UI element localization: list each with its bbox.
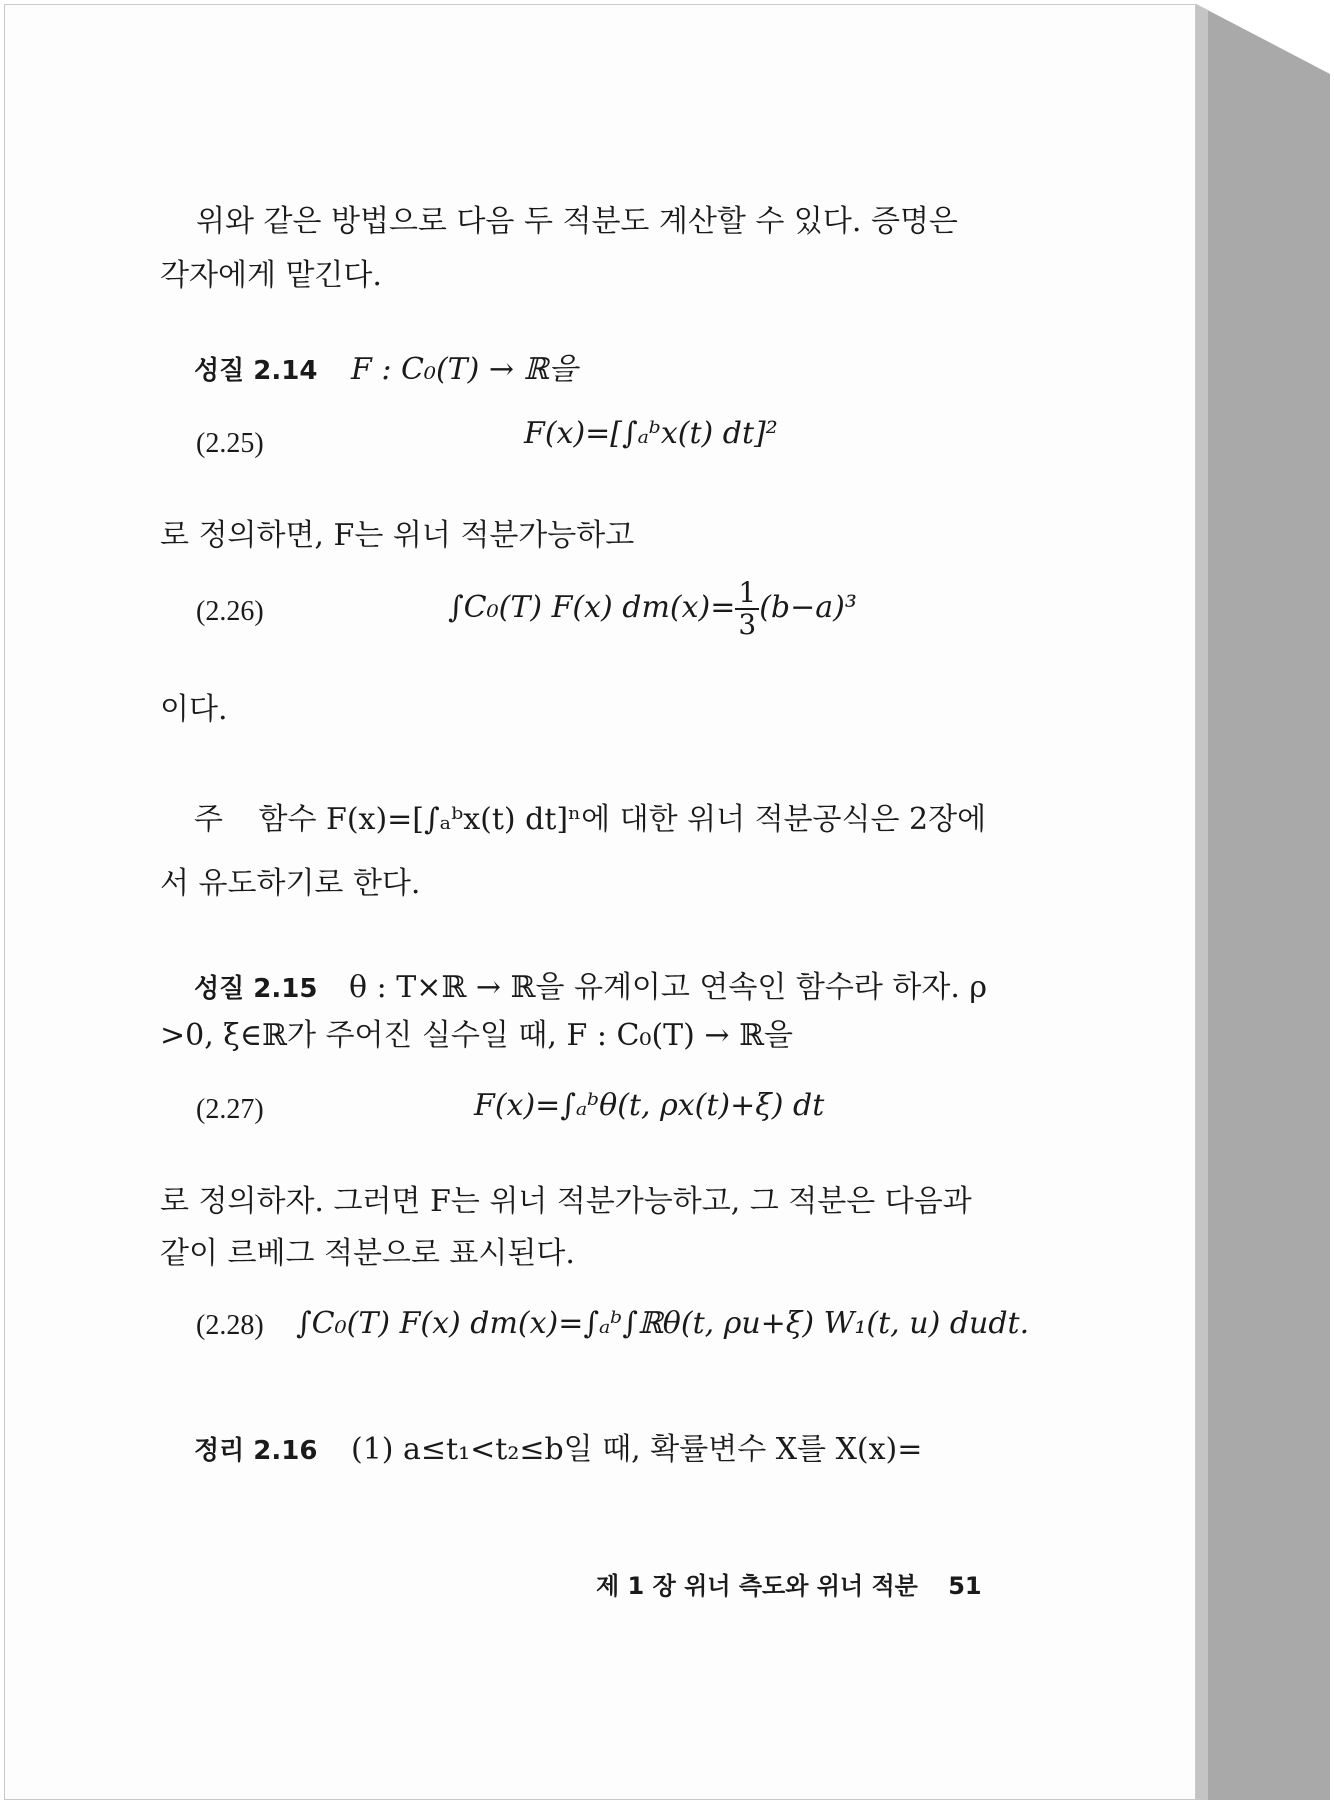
property-2-15-line-2: >0, ξ∈ℝ가 주어진 실수일 때, F : C₀(T) → ℝ을 [160, 1018, 793, 1053]
equation-lhs: ∫C₀(T) F(x) dm(x)= [448, 590, 736, 625]
text-after-2-27-line-1: 로 정의하자. 그러면 F는 위너 적분가능하고, 그 적분은 다음과 [160, 1184, 972, 1219]
property-2-14 [194, 344, 578, 388]
equation-2-25: F(x)=[∫ₐᵇx(t) dt]² [524, 416, 778, 451]
equation-number: (2.28) [196, 1310, 264, 1341]
property-statement: θ : T×ℝ → ℝ을 유계이고 연속인 함수라 하자. ρ [348, 970, 988, 1005]
note-text: 함수 F(x)=[∫ₐᵇx(t) dt]ⁿ에 대한 위너 적분공식은 2장에 [258, 802, 987, 837]
note-label: 주 [194, 802, 223, 837]
fraction-numerator: 1 [735, 578, 759, 610]
page-edge-shadow [1196, 4, 1330, 1800]
equation-rhs: (b−a)³ [759, 590, 857, 625]
note-line-2: 서 유도하기로 한다. [160, 866, 421, 901]
fraction [735, 578, 759, 640]
intro-line-2: 각자에게 맡긴다. [160, 258, 382, 293]
property-label: 성질 2.15 [194, 974, 318, 1004]
text-after-2-27-line-2: 같이 르베그 적분으로 표시된다. [160, 1236, 575, 1271]
fraction-denominator: 3 [738, 608, 757, 641]
property-statement: F : C₀(T) → ℝ을 [350, 352, 578, 387]
theorem-label: 정리 2.16 [194, 1436, 318, 1466]
text-after-2-25: 로 정의하면, F는 위너 적분가능하고 [160, 518, 635, 553]
equation-2-26 [448, 578, 857, 640]
running-footer [596, 1566, 982, 1601]
running-head: 제 1 장 위너 측도와 위너 적분 [596, 1572, 918, 1600]
equation-number: (2.25) [196, 428, 264, 459]
equation-number: (2.27) [196, 1094, 264, 1125]
equation-2-28: ∫C₀(T) F(x) dm(x)=∫ₐᵇ∫ℝθ(t, ρu+ξ) W₁(t, u) dudt. [296, 1306, 1030, 1341]
equation-number: (2.26) [196, 596, 264, 627]
note [194, 794, 986, 838]
property-label: 성질 2.14 [194, 356, 318, 386]
theorem-statement: (1) a≤t₁<t₂≤b일 때, 확률변수 X를 X(x)= [350, 1432, 923, 1467]
property-2-15 [194, 962, 987, 1006]
text-after-2-26: 이다. [160, 692, 228, 727]
equation-2-27: F(x)=∫ₐᵇθ(t, ρx(t)+ξ) dt [474, 1088, 825, 1123]
intro-line-1: 위와 같은 방법으로 다음 두 적분도 계산할 수 있다. 증명은 [196, 204, 958, 239]
theorem-2-16 [194, 1424, 922, 1468]
page-number: 51 [948, 1572, 982, 1600]
